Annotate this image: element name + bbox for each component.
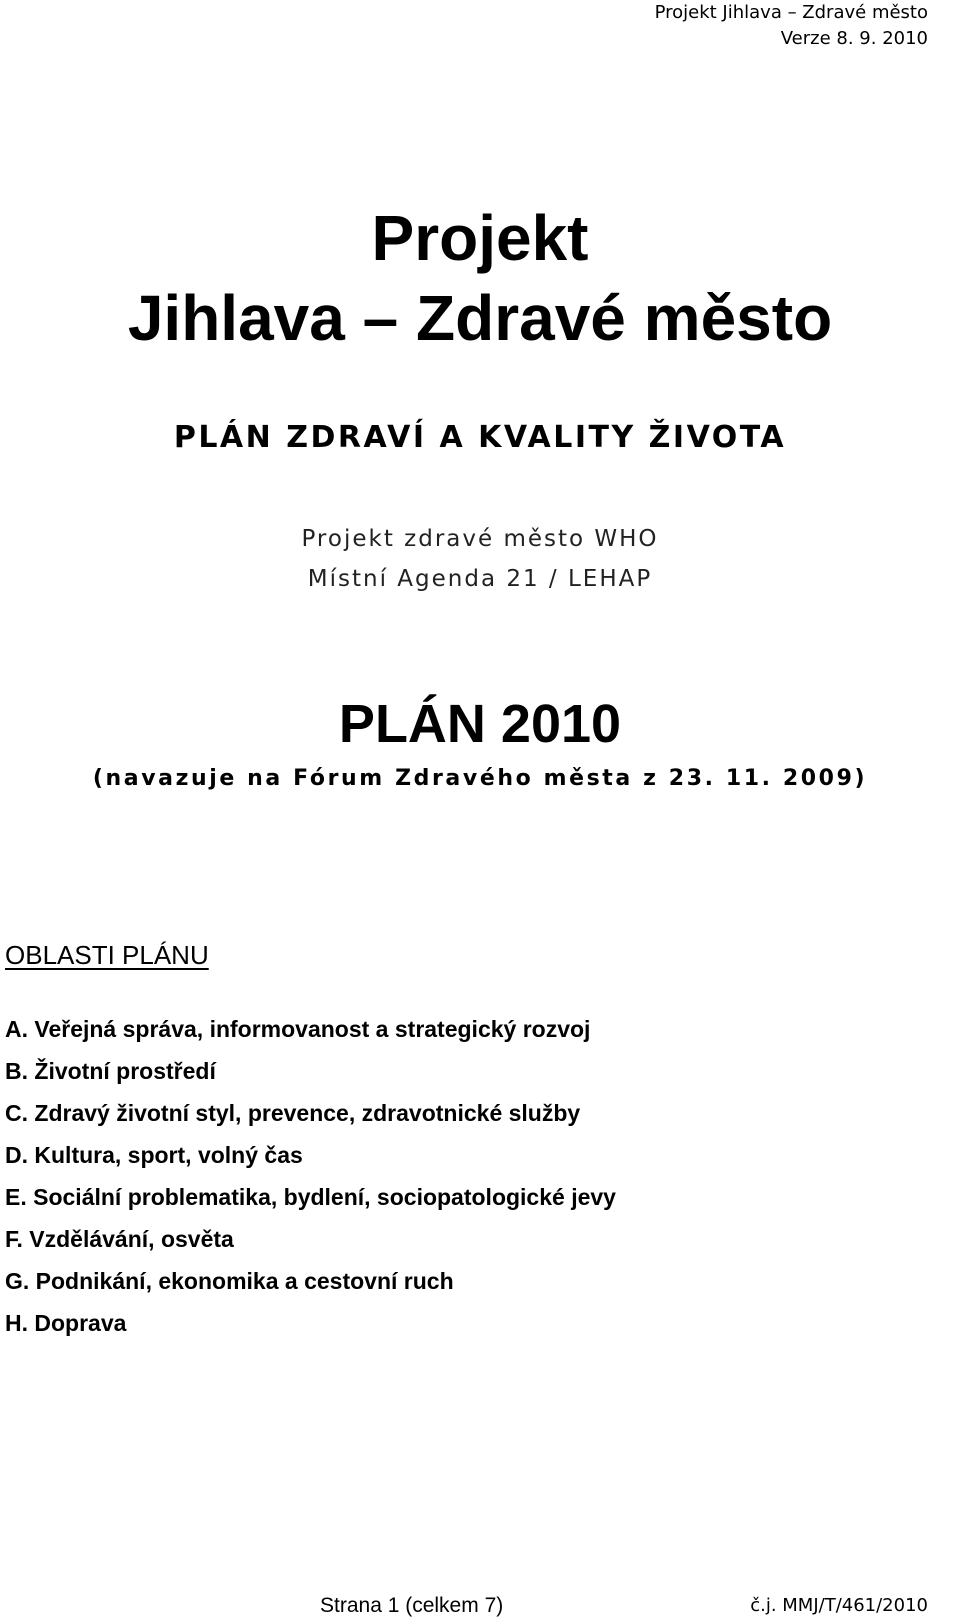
area-item-e: E. Sociální problematika, bydlení, sociopatologické jevy bbox=[5, 1184, 616, 1210]
area-item-f: F. Vzdělávání, osvěta bbox=[5, 1226, 234, 1252]
agenda-line: Místní Agenda 21 / LEHAP bbox=[307, 566, 653, 592]
reference-number: č.j. MMJ/T/461/2010 bbox=[750, 1595, 928, 1616]
areas-heading: OBLASTI PLÁNU bbox=[5, 940, 209, 970]
plan-title: PLÁN 2010 bbox=[338, 694, 622, 754]
area-item-d: D. Kultura, sport, volný čas bbox=[5, 1142, 303, 1168]
page-number: Strana 1 (celkem 7) bbox=[320, 1594, 504, 1617]
area-item-h: H. Doprava bbox=[5, 1310, 127, 1336]
area-item-b: B. Životní prostředí bbox=[5, 1058, 216, 1084]
area-item-a: A. Veřejná správa, informovanost a strategický rozvoj bbox=[5, 1016, 591, 1042]
plan-note: (navazuje na Fórum Zdravého města z 23. 11. 2009) bbox=[92, 766, 868, 791]
who-project-line: Projekt zdravé město WHO bbox=[301, 526, 659, 552]
document-title-line-2: Jihlava – Zdravé město bbox=[127, 282, 833, 354]
area-item-g: G. Podnikání, ekonomika a cestovní ruch bbox=[5, 1268, 454, 1294]
running-header bbox=[655, 0, 928, 52]
areas-list bbox=[5, 1008, 616, 1344]
header-version: Verze 8. 9. 2010 bbox=[780, 28, 928, 49]
document-title-line-1: Projekt bbox=[371, 202, 589, 274]
document-subtitle: PLÁN ZDRAVÍ A KVALITY ŽIVOTA bbox=[173, 420, 787, 455]
area-item-c: C. Zdravý životní styl, prevence, zdravotnické služby bbox=[5, 1100, 581, 1126]
header-project-name: Projekt Jihlava – Zdravé město bbox=[654, 2, 928, 23]
